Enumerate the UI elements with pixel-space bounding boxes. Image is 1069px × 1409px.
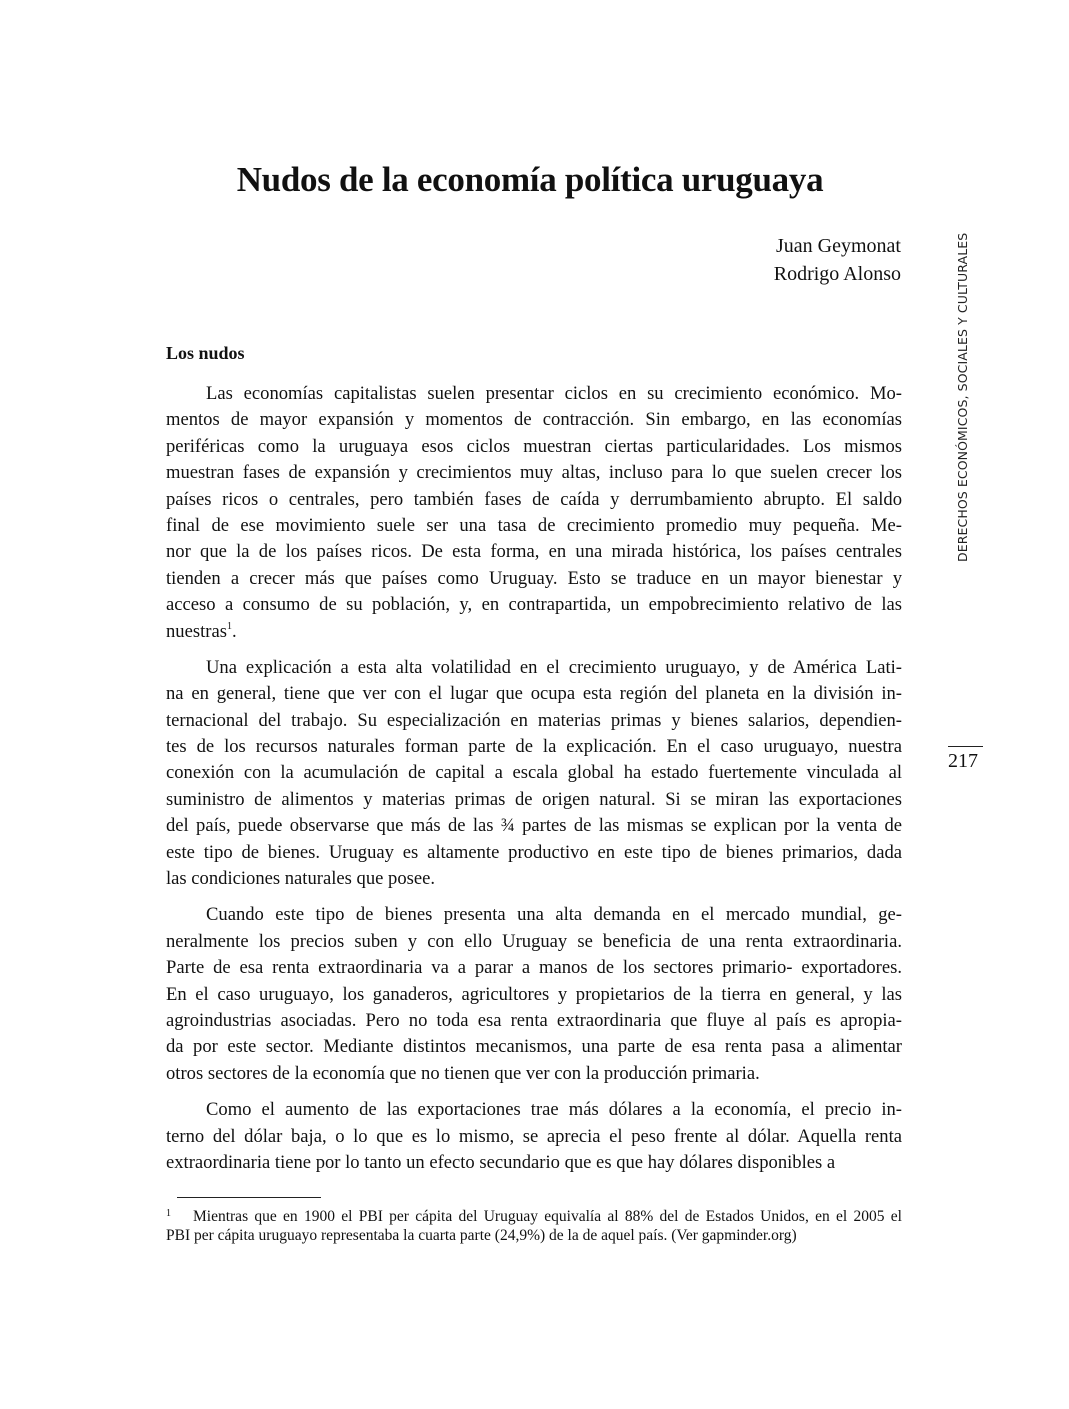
footnote-line — [166, 1225, 902, 1247]
article-title: Nudos de la economía política uruguaya — [236, 160, 824, 199]
text-line — [166, 407, 902, 433]
text-line — [166, 902, 902, 928]
footnote-line — [166, 1203, 902, 1225]
text-line — [166, 787, 902, 813]
text-line-content: nor que la de los países ricos. De esta forma, en una mirada histórica, los países centrales — [166, 541, 902, 563]
footnote-reference[interactable]: 1 — [226, 620, 232, 632]
text-line — [166, 434, 902, 460]
author-name: Juan Geymonat — [776, 235, 901, 257]
text-line — [166, 866, 902, 892]
text-line-content: En el caso uruguayo, los ganaderos, agricultores y propietarios de la tierra en general, y las — [166, 983, 902, 1005]
text-line-content: na en general, tiene que ver con el lugar que ocupa esta región del planeta en la división in- — [166, 683, 902, 705]
text-line — [166, 982, 902, 1008]
page-number-rule — [948, 746, 983, 747]
text-line-content: extraordinaria tiene por lo tanto un efecto secundario que es que hay dólares disponibles a — [166, 1151, 836, 1173]
footnote-text: Mientras que en 1900 el PBI per cápita del Uruguay equivalía al 88% del de Estados Unidos, en el 2005 el — [193, 1208, 902, 1225]
text-line-content: tienden a crecer más que países como Uruguay. Esto se traduce en un mayor bienestar y — [166, 567, 902, 589]
text-line-content: muestran fases de expansión y crecimientos muy altas, incluso para lo que suelen crecer los — [166, 462, 902, 484]
text-line — [166, 381, 902, 407]
author-name: Rodrigo Alonso — [773, 263, 901, 285]
text-line — [166, 813, 902, 839]
text-line — [166, 1008, 902, 1034]
text-line — [166, 619, 902, 645]
text-line-content: neralmente los precios suben y con ello Uruguay se beneficia de una renta extraordinaria. — [166, 930, 902, 952]
text-line-content: las condiciones naturales que posee. — [166, 868, 436, 890]
text-line-content: este tipo de bienes. Uruguay es altamente productivo en este tipo de bienes primarios, dada — [166, 841, 902, 863]
paragraph — [166, 381, 902, 645]
text-line — [166, 655, 902, 681]
text-line — [166, 460, 902, 486]
text-line — [166, 513, 902, 539]
footnote-number: 1 — [166, 1208, 171, 1219]
text-line-content: del país, puede observarse que más de las ¾ partes de las mismas se explican por la venta de — [166, 815, 902, 837]
text-line-content: países ricos o centrales, pero también fases de caída y derrumbamiento abrupto. El saldo — [166, 488, 902, 510]
text-line — [166, 592, 902, 618]
text-line — [166, 566, 902, 592]
footnote — [166, 1203, 902, 1247]
running-head: DERECHOS ECONÓMICOS, SOCIALES Y CULTURALES — [955, 232, 970, 562]
text-line-content: Una explicación a esta alta volatilidad en el crecimiento uruguayo, y de América Lati- — [206, 656, 902, 678]
paragraph — [166, 902, 902, 1087]
text-line — [166, 929, 902, 955]
text-line — [166, 1150, 902, 1176]
text-line-content: final de ese movimiento suele ser una tasa de crecimiento promedio muy pequeña. Me- — [166, 514, 902, 536]
text-line-content: nuestras — [166, 620, 227, 642]
text-line-content: suministro de alimentos y materias primas de origen natural. Si se miran las exportaciones — [166, 788, 902, 810]
section-heading: Los nudos — [166, 343, 245, 363]
text-line — [166, 1097, 902, 1123]
text-line — [166, 1061, 902, 1087]
text-line — [166, 708, 902, 734]
page-number: 217 — [948, 750, 978, 772]
text-line — [166, 840, 902, 866]
footnote-text: PBI per cápita uruguayo representaba la cuarta parte (24,9%) de la de aquel país. (Ver gapminder.org) — [166, 1227, 797, 1244]
text-line-content: ternacional del trabajo. Su especialización en materias primas y bienes salarios, dependien- — [166, 709, 902, 731]
text-line-content: acceso a consumo de su población, y, en contrapartida, un empobrecimiento relativo de las — [166, 594, 902, 616]
text-line-content: agroindustrias asociadas. Pero no toda esa renta extraordinaria que fluye al país es apropia- — [166, 1009, 902, 1031]
text-line — [166, 1034, 902, 1060]
text-line-content: mentos de mayor expansión y momentos de contracción. Sin embargo, en las economías — [166, 409, 902, 431]
text-line-content: Parte de esa renta extraordinaria va a parar a manos de los sectores primario- exportadores. — [166, 957, 902, 979]
text-line — [166, 955, 902, 981]
text-line — [166, 487, 902, 513]
text-line-content: tes de los recursos naturales forman parte de la explicación. En el caso uruguayo, nuestra — [166, 736, 902, 758]
text-line — [166, 760, 902, 786]
text-line-content: Como el aumento de las exportaciones trae más dólares a la economía, el precio in- — [206, 1099, 902, 1121]
text-line-content: otros sectores de la economía que no tienen que ver con la producción primaria. — [166, 1062, 760, 1084]
paragraph — [166, 655, 902, 893]
author-list — [774, 232, 901, 288]
paragraph — [166, 1097, 902, 1176]
text-line — [166, 681, 902, 707]
text-punctuation: . — [231, 620, 237, 642]
footnote-divider — [177, 1197, 321, 1198]
text-line — [166, 734, 902, 760]
text-line-content: conexión con la acumulación de capital a escala global ha estado fuertemente vinculada al — [166, 762, 902, 784]
text-line-content: da por este sector. Mediante distintos mecanismos, una parte de esa renta pasa a alimentar — [166, 1036, 902, 1058]
text-line-content: terno del dólar baja, o lo que es lo mismo, se aprecia el peso frente al dólar. Aquella renta — [166, 1125, 902, 1147]
text-line-content: periféricas como la uruguaya esos ciclos muestran ciertas particularidades. Los mismos — [166, 435, 902, 457]
text-line — [166, 1124, 902, 1150]
text-line — [166, 539, 902, 565]
text-line-content: Las economías capitalistas suelen presentar ciclos en su crecimiento económico. Mo- — [206, 383, 902, 404]
text-line-content: Cuando este tipo de bienes presenta una alta demanda en el mercado mundial, ge- — [206, 904, 902, 926]
body-text — [166, 381, 902, 1176]
